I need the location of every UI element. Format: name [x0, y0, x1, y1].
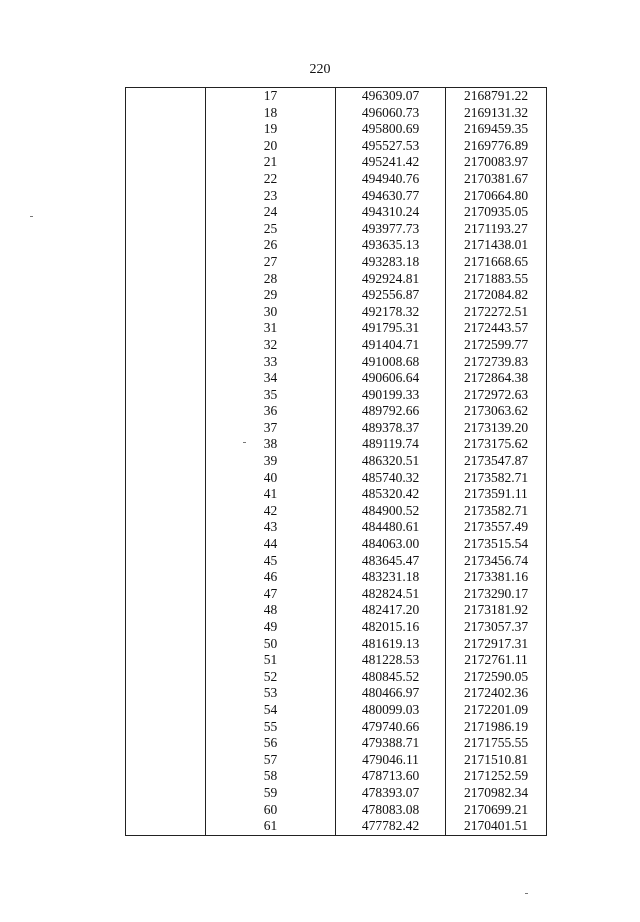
point-number-cell: 31	[206, 320, 336, 337]
table-row	[126, 204, 547, 221]
scan-speck	[30, 216, 33, 217]
x-coordinate-cell: 491404.71	[336, 337, 446, 354]
table-row	[126, 337, 547, 354]
y-coordinate-cell: 2172443.57	[446, 320, 547, 337]
coordinate-table-body	[126, 88, 547, 836]
x-coordinate-cell: 477782.42	[336, 818, 446, 835]
point-number-cell: 37	[206, 420, 336, 437]
x-coordinate-cell: 479388.71	[336, 735, 446, 752]
table-row	[126, 420, 547, 437]
point-number-cell: 33	[206, 354, 336, 371]
y-coordinate-cell: 2172402.36	[446, 685, 547, 702]
table-row	[126, 669, 547, 686]
x-coordinate-cell: 494940.76	[336, 171, 446, 188]
blank-cell	[126, 304, 206, 321]
y-coordinate-cell: 2171755.55	[446, 735, 547, 752]
table-row	[126, 221, 547, 238]
table-row	[126, 105, 547, 122]
blank-cell	[126, 669, 206, 686]
table-row	[126, 171, 547, 188]
blank-cell	[126, 503, 206, 520]
point-number-cell: 56	[206, 735, 336, 752]
x-coordinate-cell: 493635.13	[336, 237, 446, 254]
point-number-cell: 50	[206, 636, 336, 653]
blank-cell	[126, 652, 206, 669]
blank-cell	[126, 287, 206, 304]
table-row	[126, 88, 547, 105]
y-coordinate-cell: 2171986.19	[446, 719, 547, 736]
y-coordinate-cell: 2173063.62	[446, 403, 547, 420]
point-number-cell: 27	[206, 254, 336, 271]
x-coordinate-cell: 490606.64	[336, 370, 446, 387]
table-row	[126, 453, 547, 470]
blank-cell	[126, 768, 206, 785]
point-number-cell: 20	[206, 138, 336, 155]
y-coordinate-cell: 2173515.54	[446, 536, 547, 553]
point-number-cell: 44	[206, 536, 336, 553]
blank-cell	[126, 354, 206, 371]
blank-cell	[126, 486, 206, 503]
blank-cell	[126, 138, 206, 155]
x-coordinate-cell: 482015.16	[336, 619, 446, 636]
y-coordinate-cell: 2171510.81	[446, 752, 547, 769]
blank-cell	[126, 387, 206, 404]
y-coordinate-cell: 2172590.05	[446, 669, 547, 686]
point-number-cell: 38	[206, 436, 336, 453]
blank-cell	[126, 237, 206, 254]
point-number-cell: 53	[206, 685, 336, 702]
point-number-cell: 17	[206, 88, 336, 105]
point-number-cell: 19	[206, 121, 336, 138]
table-row	[126, 619, 547, 636]
point-number-cell: 51	[206, 652, 336, 669]
blank-cell	[126, 719, 206, 736]
y-coordinate-cell: 2169131.32	[446, 105, 547, 122]
blank-cell	[126, 121, 206, 138]
y-coordinate-cell: 2171668.65	[446, 254, 547, 271]
x-coordinate-cell: 492178.32	[336, 304, 446, 321]
x-coordinate-cell: 495527.53	[336, 138, 446, 155]
table-row	[126, 138, 547, 155]
point-number-cell: 57	[206, 752, 336, 769]
blank-cell	[126, 602, 206, 619]
blank-cell	[126, 154, 206, 171]
blank-cell	[126, 337, 206, 354]
blank-cell	[126, 735, 206, 752]
y-coordinate-cell: 2173139.20	[446, 420, 547, 437]
x-coordinate-cell: 491795.31	[336, 320, 446, 337]
table-row	[126, 586, 547, 603]
x-coordinate-cell: 484480.61	[336, 519, 446, 536]
y-coordinate-cell: 2172917.31	[446, 636, 547, 653]
point-number-cell: 46	[206, 569, 336, 586]
page-number: 220	[309, 62, 331, 77]
x-coordinate-cell: 492924.81	[336, 271, 446, 288]
blank-cell	[126, 271, 206, 288]
blank-cell	[126, 536, 206, 553]
point-number-cell: 60	[206, 802, 336, 819]
x-coordinate-cell: 483645.47	[336, 553, 446, 570]
y-coordinate-cell: 2172761.11	[446, 652, 547, 669]
blank-cell	[126, 420, 206, 437]
blank-cell	[126, 619, 206, 636]
x-coordinate-cell: 489792.66	[336, 403, 446, 420]
blank-cell	[126, 403, 206, 420]
table-row	[126, 486, 547, 503]
y-coordinate-cell: 2173547.87	[446, 453, 547, 470]
point-number-cell: 24	[206, 204, 336, 221]
y-coordinate-cell: 2169459.35	[446, 121, 547, 138]
table-row	[126, 802, 547, 819]
scan-speck	[525, 893, 528, 894]
point-number-cell: 45	[206, 553, 336, 570]
point-number-cell: 47	[206, 586, 336, 603]
x-coordinate-cell: 493977.73	[336, 221, 446, 238]
x-coordinate-cell: 479046.11	[336, 752, 446, 769]
table-row	[126, 752, 547, 769]
y-coordinate-cell: 2170381.67	[446, 171, 547, 188]
y-coordinate-cell: 2169776.89	[446, 138, 547, 155]
table-row	[126, 719, 547, 736]
point-number-cell: 18	[206, 105, 336, 122]
point-number-cell: 25	[206, 221, 336, 238]
y-coordinate-cell: 2172864.38	[446, 370, 547, 387]
table-row	[126, 370, 547, 387]
point-number-cell: 32	[206, 337, 336, 354]
point-number-cell: 41	[206, 486, 336, 503]
point-number-cell: 23	[206, 188, 336, 205]
x-coordinate-cell: 484900.52	[336, 503, 446, 520]
x-coordinate-cell: 491008.68	[336, 354, 446, 371]
point-number-cell: 21	[206, 154, 336, 171]
table-row	[126, 685, 547, 702]
point-number-cell: 35	[206, 387, 336, 404]
point-number-cell: 40	[206, 470, 336, 487]
table-row	[126, 403, 547, 420]
x-coordinate-cell: 494630.77	[336, 188, 446, 205]
scan-speck	[243, 442, 246, 443]
table-row	[126, 569, 547, 586]
y-coordinate-cell: 2173057.37	[446, 619, 547, 636]
blank-cell	[126, 818, 206, 835]
point-number-cell: 59	[206, 785, 336, 802]
blank-cell	[126, 88, 206, 105]
y-coordinate-cell: 2171883.55	[446, 271, 547, 288]
blank-cell	[126, 752, 206, 769]
x-coordinate-cell: 480099.03	[336, 702, 446, 719]
y-coordinate-cell: 2172201.09	[446, 702, 547, 719]
table-row	[126, 387, 547, 404]
blank-cell	[126, 586, 206, 603]
y-coordinate-cell: 2173557.49	[446, 519, 547, 536]
x-coordinate-cell: 489378.37	[336, 420, 446, 437]
x-coordinate-cell: 483231.18	[336, 569, 446, 586]
x-coordinate-cell: 482417.20	[336, 602, 446, 619]
y-coordinate-cell: 2173381.16	[446, 569, 547, 586]
point-number-cell: 26	[206, 237, 336, 254]
x-coordinate-cell: 480466.97	[336, 685, 446, 702]
blank-cell	[126, 453, 206, 470]
point-number-cell: 58	[206, 768, 336, 785]
x-coordinate-cell: 484063.00	[336, 536, 446, 553]
blank-cell	[126, 802, 206, 819]
blank-cell	[126, 702, 206, 719]
x-coordinate-cell: 481228.53	[336, 652, 446, 669]
point-number-cell: 22	[206, 171, 336, 188]
table-row	[126, 304, 547, 321]
y-coordinate-cell: 2172084.82	[446, 287, 547, 304]
table-row	[126, 768, 547, 785]
table-row	[126, 436, 547, 453]
blank-cell	[126, 221, 206, 238]
x-coordinate-cell: 479740.66	[336, 719, 446, 736]
y-coordinate-cell: 2173290.17	[446, 586, 547, 603]
point-number-cell: 52	[206, 669, 336, 686]
x-coordinate-cell: 485320.42	[336, 486, 446, 503]
y-coordinate-cell: 2171193.27	[446, 221, 547, 238]
table-row	[126, 652, 547, 669]
table-row	[126, 154, 547, 171]
blank-cell	[126, 188, 206, 205]
point-number-cell: 49	[206, 619, 336, 636]
point-number-cell: 36	[206, 403, 336, 420]
coordinate-table	[125, 87, 547, 836]
y-coordinate-cell: 2171252.59	[446, 768, 547, 785]
blank-cell	[126, 370, 206, 387]
y-coordinate-cell: 2172739.83	[446, 354, 547, 371]
blank-cell	[126, 636, 206, 653]
blank-cell	[126, 320, 206, 337]
y-coordinate-cell: 2173582.71	[446, 470, 547, 487]
y-coordinate-cell: 2173582.71	[446, 503, 547, 520]
y-coordinate-cell: 2172599.77	[446, 337, 547, 354]
table-row	[126, 602, 547, 619]
y-coordinate-cell: 2171438.01	[446, 237, 547, 254]
blank-cell	[126, 553, 206, 570]
blank-cell	[126, 785, 206, 802]
blank-cell	[126, 470, 206, 487]
point-number-cell: 34	[206, 370, 336, 387]
x-coordinate-cell: 496060.73	[336, 105, 446, 122]
x-coordinate-cell: 489119.74	[336, 436, 446, 453]
table-row	[126, 271, 547, 288]
table-row	[126, 785, 547, 802]
point-number-cell: 28	[206, 271, 336, 288]
x-coordinate-cell: 486320.51	[336, 453, 446, 470]
table-row	[126, 636, 547, 653]
table-row	[126, 553, 547, 570]
y-coordinate-cell: 2170982.34	[446, 785, 547, 802]
x-coordinate-cell: 478713.60	[336, 768, 446, 785]
table-row	[126, 287, 547, 304]
table-row	[126, 254, 547, 271]
x-coordinate-cell: 496309.07	[336, 88, 446, 105]
point-number-cell: 48	[206, 602, 336, 619]
blank-cell	[126, 436, 206, 453]
y-coordinate-cell: 2172972.63	[446, 387, 547, 404]
y-coordinate-cell: 2168791.22	[446, 88, 547, 105]
blank-cell	[126, 519, 206, 536]
blank-cell	[126, 105, 206, 122]
x-coordinate-cell: 478083.08	[336, 802, 446, 819]
table-row	[126, 121, 547, 138]
y-coordinate-cell: 2170935.05	[446, 204, 547, 221]
blank-cell	[126, 171, 206, 188]
point-number-cell: 39	[206, 453, 336, 470]
y-coordinate-cell: 2170664.80	[446, 188, 547, 205]
table-row	[126, 519, 547, 536]
y-coordinate-cell: 2170083.97	[446, 154, 547, 171]
y-coordinate-cell: 2173591.11	[446, 486, 547, 503]
point-number-cell: 43	[206, 519, 336, 536]
x-coordinate-cell: 481619.13	[336, 636, 446, 653]
blank-cell	[126, 685, 206, 702]
x-coordinate-cell: 480845.52	[336, 669, 446, 686]
table-row	[126, 818, 547, 835]
x-coordinate-cell: 490199.33	[336, 387, 446, 404]
table-row	[126, 470, 547, 487]
y-coordinate-cell: 2173181.92	[446, 602, 547, 619]
table-row	[126, 503, 547, 520]
y-coordinate-cell: 2173456.74	[446, 553, 547, 570]
table-row	[126, 237, 547, 254]
table-row	[126, 188, 547, 205]
table-row	[126, 702, 547, 719]
blank-cell	[126, 569, 206, 586]
point-number-cell: 55	[206, 719, 336, 736]
table-row	[126, 536, 547, 553]
point-number-cell: 61	[206, 818, 336, 835]
blank-cell	[126, 204, 206, 221]
point-number-cell: 30	[206, 304, 336, 321]
x-coordinate-cell: 478393.07	[336, 785, 446, 802]
x-coordinate-cell: 485740.32	[336, 470, 446, 487]
y-coordinate-cell: 2173175.62	[446, 436, 547, 453]
y-coordinate-cell: 2170401.51	[446, 818, 547, 835]
point-number-cell: 42	[206, 503, 336, 520]
point-number-cell: 54	[206, 702, 336, 719]
x-coordinate-cell: 495241.42	[336, 154, 446, 171]
table-row	[126, 354, 547, 371]
table-row	[126, 735, 547, 752]
blank-cell	[126, 254, 206, 271]
x-coordinate-cell: 495800.69	[336, 121, 446, 138]
y-coordinate-cell: 2172272.51	[446, 304, 547, 321]
table-row	[126, 320, 547, 337]
x-coordinate-cell: 492556.87	[336, 287, 446, 304]
x-coordinate-cell: 493283.18	[336, 254, 446, 271]
point-number-cell: 29	[206, 287, 336, 304]
x-coordinate-cell: 482824.51	[336, 586, 446, 603]
y-coordinate-cell: 2170699.21	[446, 802, 547, 819]
x-coordinate-cell: 494310.24	[336, 204, 446, 221]
